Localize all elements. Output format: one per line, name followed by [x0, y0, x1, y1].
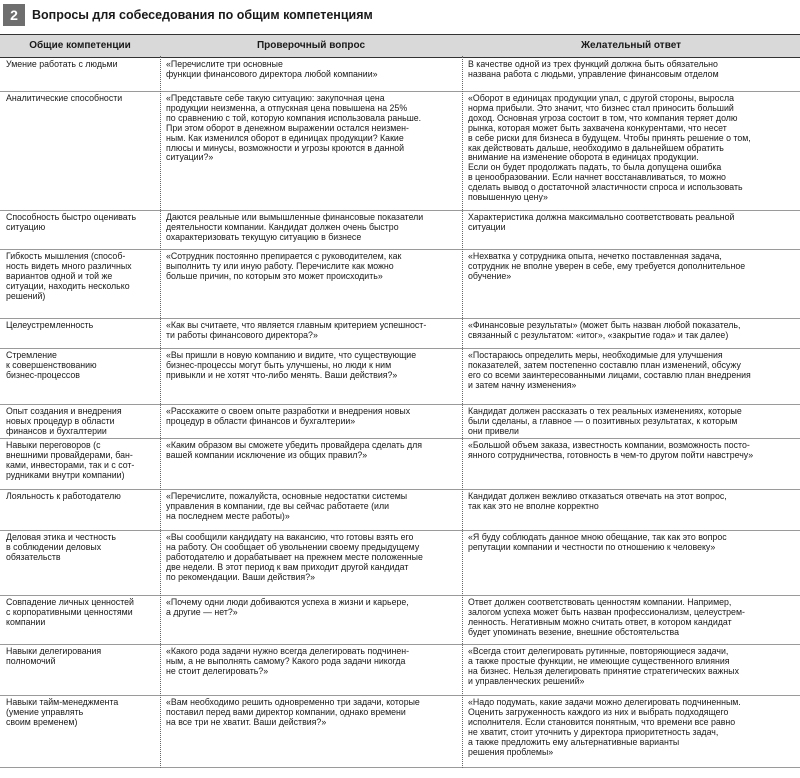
competency-cell: Навыки тайм-менеджмента (умение управлять своим временем) — [6, 697, 119, 727]
question-cell: «Представьте себе такую ситуацию: закупочная цена продукции неизменна, а отпускная цена повышена на 25% по сравнению с той, которую компания использовала раньше. При этом оборот в денежном выражении остался неизмен- ным. Как изменился оборот в единицах продукции? Какие плюсы и минусы, возможности и угрозы кроются в данной ситуации?» — [166, 93, 422, 163]
competency-cell: Целеустремленность — [6, 320, 94, 330]
competency-cell: Опыт создания и внедрения новых процедур в области финансов и бухгалтерии — [6, 406, 122, 436]
table-row — [0, 439, 800, 490]
question-cell: «Как вы считаете, что является главным критерием успешност- ти работы финансового директора?» — [166, 320, 427, 340]
question-cell: «Какого рода задачи нужно всегда делегировать подчинен- ным, а не выполнять самому? Какого рода задачи никогда не стоит делегировать?» — [166, 646, 410, 676]
table-row — [0, 405, 800, 439]
question-cell: «Перечислите, пожалуйста, основные недостатки системы управления в компании, где вы сейчас работаете (или на последнем месте работы)» — [166, 491, 408, 521]
table-row — [0, 531, 800, 596]
table-row — [0, 319, 800, 349]
answer-cell: «Большой объем заказа, известность компании, возможность посто- янного сотрудничества, готовность в чем-то другом пойти навстречу» — [468, 440, 754, 460]
answer-cell: Характеристика должна максимально соответствовать реальной ситуации — [468, 212, 735, 232]
answer-cell: «Финансовые результаты» (может быть назван любой показатель, связанный с результатом: «итог», «закрытие года» и так далее) — [468, 320, 741, 340]
answer-cell: «Нехватка у сотрудника опыта, нечетко поставленная задача, сотрудник не вполне уверен в себе, ему требуется дополнительное обучение» — [468, 251, 746, 281]
competency-cell: Навыки переговоров (с внешними провайдерами, бан- ками, инвесторами, так и с сот- рудниками внутри компании) — [6, 440, 135, 480]
question-cell: «Расскажите о своем опыте разработки и внедрения новых процедур в области финансов и бухгалтерии» — [166, 406, 411, 426]
table-row — [0, 211, 800, 250]
section-header — [0, 0, 800, 30]
column-divider — [160, 56, 161, 768]
question-cell: «Вы сообщили кандидату на вакансию, что готовы взять его на работу. Он сообщает об увольнении своему предыдущему работодателю и дорабатывает на прежнем месте положенные две недели. В этот период к вам приходит другой кандидат по рекомендации. Ваши действия?» — [166, 532, 423, 582]
answer-cell: «Надо подумать, какие задачи можно делегировать подчиненным. Оценить загруженность каждого из них и выбрать подходящего исполнителя. Если становится понятным, что времени все равно не хватит, стоит уточнить у директора приоритетность задач, а также предложить ему альтернативные варианты решения проблемы» — [468, 697, 741, 757]
competency-cell: Лояльность к работодателю — [6, 491, 121, 501]
table-body — [0, 58, 800, 768]
question-cell: «Вы пришли в новую компанию и видите, что существующие бизнес-процессы могут быть улучшены, но люди к ним привыкли и не хотят что-либо менять. Ваши действия?» — [166, 350, 417, 380]
column-header-competency: Общие компетенции — [29, 40, 131, 51]
question-cell: «Вам необходимо решить одновременно три задачи, которые поставил перед вами директор компании, однако времени на все три не хватит. Ваши действия?» — [166, 697, 420, 727]
competency-cell: Деловая этика и честность в соблюдении деловых обязательств — [6, 532, 116, 562]
column-header-answer: Желательный ответ — [580, 40, 682, 51]
answer-cell: Кандидат должен вежливо отказаться отвечать на этот вопрос, так как это не вполне корректно — [468, 491, 727, 511]
table-header — [0, 34, 800, 58]
answer-cell: «Постараюсь определить меры, необходимые для улучшения показателей, затем постепенно составлю план изменений, обсужу его со всеми заинтересованными лицами, составлю план внедрения и затем начну изменения» — [468, 350, 751, 390]
table-row — [0, 490, 800, 531]
table-row — [0, 250, 800, 319]
answer-cell: «Всегда стоит делегировать рутинные, повторяющиеся задачи, а также простые функции, не имеющие существенного влияния на бизнес. Нельзя делегировать принятие стратегических важных и управленческих решений» — [468, 646, 739, 686]
competency-cell: Совпадение личных ценностей с корпоративными ценностями компании — [6, 597, 134, 627]
column-header-question: Проверочный вопрос — [256, 40, 366, 51]
competency-cell: Гибкость мышления (способ- ность видеть много различных вариантов одной и той же ситуации, находить несколько решений) — [6, 251, 132, 301]
section-number-badge: 2 — [3, 4, 25, 26]
table-row — [0, 58, 800, 92]
table-row — [0, 696, 800, 768]
answer-cell: Ответ должен соответствовать ценностям компании. Например, залогом успеха может быть назван профессионализм, целеустрем- ленность. Негативным можно считать ответ, в котором кандидат будет упоминать везение, внешние обстоятельства — [468, 597, 745, 637]
competency-cell: Аналитические способности — [6, 93, 123, 103]
answer-cell: «Оборот в единицах продукции упал, с другой стороны, выросла норма прибыли. Это значит, что бизнес стал приносить больший доход. Основная угроза состоит в том, что компания теряет долю рынка, которая может быть захвачена конкурентами, что несет в себе риски для бизнеса в будущем. Чтобы принять решение о том, как действовать дальше, необходимо в дальнейшем обратить внимание на изменение оборота в единицах продукции. Если он будет продолжать падать, то была допущена ошибка в ценообразовании. Если начнет восстанавливаться, то можно сделать вывод о достаточной эластичности спроса и использовать повышенную цену» — [468, 93, 751, 203]
competency-table — [0, 34, 800, 768]
answer-cell: Кандидат должен рассказать о тех реальных изменениях, которые были сделаны, а главное — о позитивных результатах, к которым они привели — [468, 406, 742, 436]
answer-cell: «Я буду соблюдать данное мною обещание, так как это вопрос репутации компании и честности по отношению к человеку» — [468, 532, 727, 552]
answer-cell: В качестве одной из трех функций должна быть обязательно названа работа с людьми, управление финансовым отделом — [468, 59, 719, 79]
question-cell: «Почему одни люди добиваются успеха в жизни и карьере, а другие — нет?» — [166, 597, 409, 617]
table-row — [0, 92, 800, 211]
table-row — [0, 645, 800, 696]
question-cell: Даются реальные или вымышленные финансовые показатели деятельности компании. Кандидат должен очень быстро охарактеризовать текущую ситуацию в бизнесе — [166, 212, 424, 242]
competency-cell: Умение работать с людьми — [6, 59, 118, 69]
table-row — [0, 596, 800, 645]
competency-cell: Навыки делегирования полномочий — [6, 646, 102, 666]
competency-cell: Способность быстро оценивать ситуацию — [6, 212, 137, 232]
question-cell: «Перечислите три основные функции финансового директора любой компании» — [166, 59, 378, 79]
question-cell: «Сотрудник постоянно препирается с руководителем, как выполнить ту или иную работу. Перечислите как можно больше причин, по которым это может происходить» — [166, 251, 402, 281]
page-title: Вопросы для собеседования по общим компетенциям — [32, 8, 373, 22]
question-cell: «Каким образом вы сможете убедить провайдера сделать для вашей компании исключение из общих правил?» — [166, 440, 423, 460]
table-row — [0, 349, 800, 405]
competency-cell: Стремление к совершенствованию бизнес-процессов — [6, 350, 97, 380]
column-divider — [462, 56, 463, 768]
